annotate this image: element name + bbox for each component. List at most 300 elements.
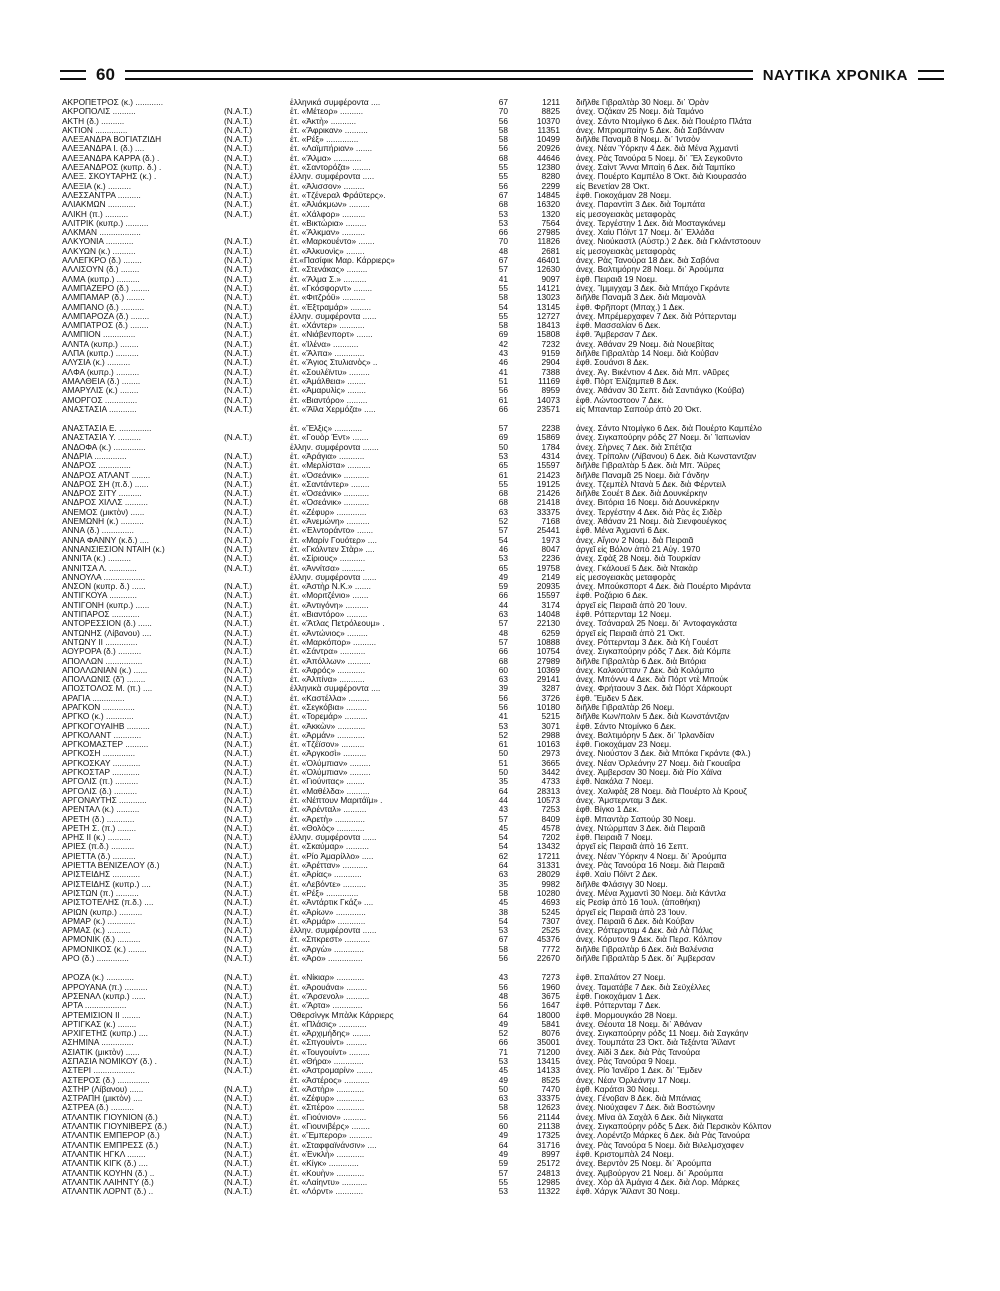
ship-name-cell: ΑΡΓΚΟΣΚΑΥ ............	[62, 758, 141, 768]
tonnage-cell: 3071	[541, 721, 560, 731]
movement-cell: ἀνεχ. Κόρυτον 9 Δεκ. διὰ Περσ. Κόλπον	[576, 935, 722, 945]
build-year-cell: 56	[498, 386, 508, 396]
build-year-cell: 50	[498, 1084, 508, 1094]
tonnage-cell: 29141	[536, 675, 560, 685]
tonnage-cell: 14121	[536, 283, 560, 293]
owner-charterer-cell: ἐτ. «Νέπτουν Μαριτάϊμ» .	[290, 795, 383, 805]
table-row	[62, 433, 942, 442]
build-year-cell: 59	[498, 1159, 508, 1169]
owner-charterer-cell: ἐτ. «Ἐνκλὴ» ............	[290, 1149, 365, 1159]
movement-cell: ἐφθ. Νακάλα 7 Νοεμ.	[576, 777, 654, 787]
registry-cell: (Ν.Α.Τ.)	[224, 1103, 253, 1113]
table-row	[62, 842, 942, 851]
tonnage-cell: 3675	[541, 991, 560, 1001]
build-year-cell: 69	[498, 433, 508, 443]
ship-name-cell: ΑΡΓΚΟΣΤΑΡ ............	[62, 768, 140, 778]
registry-cell: (Ν.Α.Τ.)	[224, 619, 253, 629]
movement-cell: ἀνεχ. Νέαν Ὀρλεάνην 27 Νοεμ. διὰ Γκουαΐρα	[576, 758, 741, 768]
header-rule-left	[60, 70, 86, 80]
movement-cell: εἰς μεσογειακὰς μεταφορὰς	[576, 572, 676, 582]
movement-cell: διῆλθε Γιβραλτὰρ 5 Δεκ. διὰ Μπ. Ἄϋρες	[576, 461, 721, 471]
owner-charterer-cell: ἐτ. «Ἄλμα Σ.» ..........	[290, 274, 367, 284]
ship-name-cell: ΑΤΛΑΝΤΙΚ ΓΙΟΥΝΙΟΝ (δ.)	[62, 1112, 158, 1122]
tonnage-cell: 7307	[541, 916, 560, 926]
build-year-cell: 52	[498, 1029, 508, 1039]
owner-charterer-cell: ἐτ. «Ἀμαρυλὶς» ........	[290, 386, 366, 396]
movement-cell: ἀνεχ. Νιούστον 3 Δεκ. διὰ Μπόκα Γκράντε (Φλ.)	[576, 749, 751, 759]
ship-name-cell: ΑΜΑΡΥΛΙΣ (κ.) ........	[62, 386, 139, 396]
ship-name-cell: ΑΡΙΣΤΟΤΕΛΗΣ (π.δ.) ....	[62, 898, 154, 908]
registry-cell: (Ν.Α.Τ.)	[224, 656, 253, 666]
owner-charterer-cell: ἐτ. «Ἀρέτταν» ...........	[290, 861, 368, 871]
owner-charterer-cell: ἐτ. «Ἀνεμώνη» ..........	[290, 517, 370, 527]
tonnage-cell: 20935	[536, 582, 560, 592]
table-row	[62, 1094, 942, 1103]
registry-cell: (Ν.Α.Τ.)	[224, 1177, 253, 1187]
tonnage-cell: 21144	[537, 1112, 560, 1122]
build-year-cell: 64	[498, 1010, 508, 1020]
registry-cell: (Ν.Α.Τ.)	[224, 944, 253, 954]
ship-register-table	[62, 98, 942, 1206]
tonnage-cell: 2149	[541, 572, 560, 582]
owner-charterer-cell: ἐτ. «Σουλέϊντυ» .........	[290, 367, 370, 377]
build-year-cell: 58	[498, 944, 508, 954]
build-year-cell: 66	[498, 228, 508, 238]
ship-name-cell: ΑΡΤΑ ..................	[62, 1001, 127, 1011]
table-row	[62, 591, 942, 600]
ship-name-cell: ΑΝΑΣΤΑΣΙΑ Ε. ..............	[62, 424, 152, 434]
movement-cell: ἐφθ. Φρῆπορτ (Μπαχ.) 1 Δεκ.	[576, 302, 685, 312]
registry-cell: (Ν.Α.Τ.)	[224, 395, 253, 405]
movement-cell: ἐφθ. Καράτσι 30 Νοεμ.	[576, 1084, 660, 1094]
registry-cell: (Ν.Α.Τ.)	[224, 1056, 253, 1066]
ship-name-cell: ΑΝΝΑΝΣΙΕΣΙΟΝ ΝΤΑΙΗ (κ.)	[62, 544, 165, 554]
owner-charterer-cell: ἐτ. «Λόρντ» ............	[290, 1187, 364, 1197]
table-row	[62, 1187, 942, 1196]
owner-charterer-cell: ἐτ. «Νιάβενπορτ» .......	[290, 330, 373, 340]
table-row	[62, 619, 942, 628]
ship-name-cell: ΑΝΔΡΟΣ ..............	[62, 461, 131, 471]
table-row	[62, 740, 942, 749]
tonnage-cell: 71200	[536, 1047, 560, 1057]
registry-cell: (Ν.Α.Τ.)	[224, 376, 253, 386]
registry-cell: (Ν.Α.Τ.)	[224, 265, 253, 275]
registry-cell: (Ν.Α.Τ.)	[224, 861, 253, 871]
table-row	[62, 582, 942, 591]
table-row	[62, 749, 942, 758]
tonnage-cell: 1960	[541, 982, 560, 992]
registry-cell: (Ν.Α.Τ.)	[224, 1094, 253, 1104]
tonnage-cell: 7772	[541, 944, 560, 954]
table-row	[62, 983, 942, 992]
tonnage-cell: 31716	[536, 1140, 560, 1150]
ship-name-cell: ΑΡΓΟΛΙΣ (π.) ..........	[62, 777, 139, 787]
ship-name-cell: ΑΜΟΡΓΟΣ ..............	[62, 395, 138, 405]
movement-cell: ἀνεχ. Χαὶυ Πόϊντ 17 Νοεμ. δι᾽ Ἑλλάδα	[576, 228, 715, 238]
registry-cell: (Ν.Α.Τ.)	[224, 823, 253, 833]
tonnage-cell: 2236	[541, 554, 560, 564]
build-year-cell: 51	[498, 758, 508, 768]
tonnage-cell: 2988	[541, 730, 560, 740]
build-year-cell: 56	[498, 1112, 508, 1122]
movement-cell: ἀνεχ. Σφὰξ 28 Νοεμ. διὰ Τουρκίαν	[576, 554, 701, 564]
build-year-cell: 54	[498, 842, 508, 852]
tonnage-cell: 3665	[541, 758, 560, 768]
tonnage-cell: 11169	[538, 376, 560, 386]
movement-cell: διῆλθε Φλάσιγγ 30 Νοεμ.	[576, 879, 668, 889]
movement-cell: ἀνεχ. Πουέρτο Καμπέλο 8 Ὀκτ. διὰ Κιουρασάο	[576, 172, 747, 182]
movement-cell: ἐφθ. Πειραιᾶ 19 Νοεμ.	[576, 274, 658, 284]
registry-cell: (Ν.Α.Τ.)	[224, 1112, 253, 1122]
tonnage-cell: 2299	[541, 181, 560, 191]
owner-charterer-cell: ἐτ. «Ὀσεάνικ» ...........	[290, 489, 370, 499]
owner-charterer-cell: ἐτ. «Τζέϊσον» ..........	[290, 740, 365, 750]
ship-name-cell: ΑΡΕΤΗ (δ.) ............	[62, 814, 135, 824]
registry-cell: (Ν.Α.Τ.)	[224, 544, 253, 554]
owner-charterer-cell: ἐτ. «Ἀπόλλων» ..........	[290, 656, 371, 666]
movement-cell: ἀνεχ. Βιτόρια 16 Νοεμ. διὰ Δουνκέρκην	[576, 498, 720, 508]
ship-name-cell: ΑΣΠΑΣΙΑ ΝΟΜΙΚΟΥ (δ.) .	[62, 1056, 157, 1066]
build-year-cell: 57	[498, 619, 508, 629]
ship-name-cell: ΑΛΚΥΟΝΙΑ ............	[62, 237, 134, 247]
table-row	[62, 1038, 942, 1047]
movement-cell: ἀργεῖ εἰς Βόλον ἀπὸ 21 Αὐγ. 1970	[576, 544, 701, 554]
registry-cell: (Ν.Α.Τ.)	[224, 870, 253, 880]
table-row	[62, 265, 942, 274]
table-row	[62, 880, 942, 889]
owner-charterer-cell: ἐτ. «Τζένεραλ Φράϋτερς».	[290, 190, 386, 200]
owner-charterer-cell: ἐτ. «Ἀρμάρ» ............	[290, 916, 366, 926]
build-year-cell: 54	[498, 916, 508, 926]
tonnage-cell: 25441	[536, 526, 560, 536]
ship-name-cell: ΑΛΕΞΑΝΔΡΑ ΚΑΡΡΑ (δ.) .	[62, 153, 160, 163]
ship-name-cell: ΑΣΤΗΡ (Λίβανου) ......	[62, 1084, 144, 1094]
build-year-cell: 50	[498, 442, 508, 452]
movement-cell: ἐφθ. Κριστομπὰλ 24 Νοεμ.	[576, 1149, 674, 1159]
owner-charterer-cell: ἐτ. «Ὀσεάνικ» ...........	[290, 498, 370, 508]
ship-name-cell: ΑΡΟΖΑ (κ.) ............	[62, 973, 134, 983]
table-row	[62, 1020, 942, 1029]
build-year-cell: 64	[498, 786, 508, 796]
tonnage-cell: 22130	[536, 619, 560, 629]
owner-charterer-cell: ἐτ. «Ἀλισσον» .........	[290, 181, 365, 191]
movement-cell: ἀνεχ. Ἁγ. Βικέντιον 4 Δεκ. διὰ Μπ. νΑῦρες	[576, 367, 730, 377]
build-year-cell: 66	[498, 404, 508, 414]
ship-name-cell: ΑΛΛΕΓΚΡΟ (δ.) ........	[62, 256, 142, 266]
registry-cell: (Ν.Α.Τ.)	[224, 283, 253, 293]
owner-charterer-cell: ἐτ. «Νίκιαρ» ............	[290, 973, 365, 983]
ship-name-cell: ΑΛΥΣΙΑ (κ.) ..........	[62, 358, 131, 368]
movement-cell: ἀνεχ. Σιγκαπούρην ρόδς 11 Νοεμ. διὰ Σαγκάην	[576, 1029, 749, 1039]
build-year-cell: 57	[498, 526, 508, 536]
registry-cell: (Ν.Α.Τ.)	[224, 144, 253, 154]
movement-cell: ἀνεχ. Ρὰς Τανούρα 5 Νοεμ. διὰ Βιλελμσχαφεν	[576, 1140, 744, 1150]
movement-cell: ἐφθ. Σπαλάτον 27 Νοεμ.	[576, 973, 666, 983]
owner-charterer-cell: ἐτ. «Κουὴν» ............	[290, 1168, 365, 1178]
ship-name-cell: ΑΡΕΤΗ Σ. (π.) ........	[62, 823, 137, 833]
build-year-cell: 63	[498, 610, 508, 620]
table-row	[62, 629, 942, 638]
owner-charterer-cell: ἐτ. «Ἀρίων» .............	[290, 907, 366, 917]
owner-charterer-cell: ἐτ. «Ἄρτα» .............	[290, 1001, 363, 1011]
tonnage-cell: 12380	[536, 163, 560, 173]
tonnage-cell: 17211	[537, 851, 560, 861]
registry-cell: (Ν.Α.Τ.)	[224, 1001, 253, 1011]
table-row	[62, 256, 942, 265]
tonnage-cell: 21138	[537, 1122, 560, 1132]
registry-cell: (Ν.Α.Τ.)	[224, 628, 253, 638]
owner-charterer-cell: ἐτ. «Ἄρσενολ» ..........	[290, 991, 370, 1001]
table-row	[62, 1150, 942, 1159]
table-row	[62, 647, 942, 656]
movement-cell: ἀνεχ. Λορέντζο Μάρκες 6 Δεκ. διὰ Ρὰς Τανούρα	[576, 1131, 750, 1141]
tonnage-cell: 1320	[541, 209, 560, 219]
owner-charterer-cell: ἐτ. «Ἀκκὼν» ............	[290, 721, 366, 731]
ship-name-cell: ΑΝΔΡΟΣ ΧΙΛΛΣ ..........	[62, 498, 148, 508]
movement-cell: διῆλθε Παναμᾶ 25 Νοεμ. διὰ Γάνδην	[576, 470, 710, 480]
table-row	[62, 1103, 942, 1112]
table-row	[62, 396, 942, 405]
registry-cell: (Ν.Α.Τ.)	[224, 693, 253, 703]
movement-cell: ἀνεχ. Φρήταουν 3 Δεκ. διὰ Πόρτ Χάρκουρτ	[576, 684, 733, 694]
owner-charterer-cell: ἐτ. «Ἄφρικαν» ..........	[290, 125, 368, 135]
table-row	[62, 321, 942, 330]
table-row	[62, 219, 942, 228]
tonnage-cell: 9097	[541, 274, 560, 284]
movement-cell: ἀνεχ. Τεργέστην 4 Δεκ. διὰ Ρὰς ἐς Σιδὲρ	[576, 507, 723, 517]
owner-charterer-cell: ἐτ. «Σίριους» ...........	[290, 554, 366, 564]
registry-cell: (Ν.Α.Τ.)	[224, 339, 253, 349]
registry-cell: (Ν.Α.Τ.)	[224, 479, 253, 489]
movement-cell: ἀνεχ. Ρὰς Τανούρα 18 Δεκ. διὰ Σαβόνα	[576, 256, 720, 266]
registry-cell: (Ν.Α.Τ.)	[224, 489, 253, 499]
build-year-cell: 45	[498, 898, 508, 908]
owner-charterer-cell: ἐτ. «Ἀρετὴ» .............	[290, 814, 365, 824]
movement-cell: ἀνεχ. Τεργέστην 1 Δεκ. διὰ Μοσταγκάνεμ	[576, 218, 726, 228]
tonnage-cell: 1973	[541, 535, 560, 545]
tonnage-cell: 9982	[541, 879, 560, 889]
build-year-cell: 53	[498, 209, 508, 219]
ship-name-cell: ΑΤΛΑΝΤΙΚ ΗΓΚΛ ........	[62, 1149, 146, 1159]
tonnage-cell: 11351	[537, 125, 560, 135]
movement-cell: ἀνεχ. Μπόννυ 4 Δεκ. διὰ Πόρτ ντὲ Μπούκ	[576, 675, 729, 685]
ship-name-cell: ΑΡΙΕΤΤΑ ΒΕΝΙΖΕΛΟΥ (δ.)	[62, 861, 160, 871]
movement-cell: ἐφθ. Γιοκοχάμαν 28 Νοεμ.	[576, 190, 672, 200]
tonnage-cell: 15808	[536, 330, 560, 340]
table-row	[62, 303, 942, 312]
table-row	[62, 852, 942, 861]
movement-cell: ἐφθ. Ρόττερνταμ 12 Νοεμ.	[576, 610, 672, 620]
tonnage-cell: 7564	[541, 218, 560, 228]
registry-cell: (Ν.Α.Τ.)	[224, 1159, 253, 1169]
owner-charterer-cell: ἐτ. «Σπκρεστ» ...........	[290, 935, 370, 945]
ship-name-cell: ΑΝΔΡΟΣ ΣΙΤΥ ..........	[62, 489, 142, 499]
movement-cell: ἀνεχ. Μπρέμερχαφεν 7 Δεκ. διὰ Ρόττερνταμ	[576, 311, 737, 321]
owner-charterer-cell: ἐτ. «Καστέλλα» .........	[290, 693, 370, 703]
ship-name-cell: ΑΛΙΤΡΙΚ (κυπρ.) ..........	[62, 218, 149, 228]
build-year-cell: 58	[498, 125, 508, 135]
register-section	[62, 98, 942, 414]
tonnage-cell: 3287	[541, 684, 560, 694]
movement-cell: ἀνεχ. Σάντο Ντομίγκο 6 Δεκ. διὰ Πουέρτο Καμπέλο	[576, 424, 762, 434]
table-row	[62, 861, 942, 870]
movement-cell: ἀνεχ. Ρόττερνταμ 4 Δεκ. διὰ Λὰ Πάλις	[576, 926, 713, 936]
tonnage-cell: 5245	[541, 907, 560, 917]
movement-cell: ἐφθ. Μένα Ἀχμαντὶ 6 Δεκ.	[576, 526, 670, 536]
registry-cell	[224, 228, 290, 237]
owner-charterer-cell: ἐτ. «Σπέρο» ............	[290, 1103, 365, 1113]
registry-cell: (Ν.Α.Τ.)	[224, 991, 253, 1001]
registry-cell: (Ν.Α.Τ.)	[224, 740, 253, 750]
movement-cell: ἀνεχ. Ἀϊδὶ 3 Δεκ. διὰ Ρὰς Τανούρα	[576, 1047, 701, 1057]
movement-cell: ἀνεχ. Βαλτιμόρην 28 Νοεμ. δι᾽ Ἀρούμπα	[576, 265, 724, 275]
registry-cell: (Ν.Α.Τ.)	[224, 153, 253, 163]
build-year-cell: 58	[498, 888, 508, 898]
tonnage-cell: 44646	[536, 153, 560, 163]
ship-name-cell: ΑΡΑΓΚΟΝ ..............	[62, 703, 135, 712]
tonnage-cell: 7253	[541, 805, 560, 815]
owner-charterer-cell: ἐτ. «Θήρα» .............	[290, 1056, 364, 1066]
ship-name-cell: ΑΝΔΡΙΑ ..............	[62, 451, 127, 461]
table-row	[62, 172, 942, 181]
owner-charterer-cell: ἐτ. «Ἀλκυονὶς» ........	[290, 246, 365, 256]
movement-cell: ἀνεχ. Ὀζάκαν 25 Νοεμ. διὰ Ταμάνο	[576, 107, 704, 117]
tonnage-cell: 28313	[536, 786, 560, 796]
owner-charterer-cell: ἐτ. «Μοριτζένιο» .......	[290, 591, 369, 601]
table-row	[62, 805, 942, 814]
owner-charterer-cell: ἐτ. «Στενάκας» .........	[290, 265, 368, 275]
registry-cell: (Ν.Α.Τ.)	[224, 703, 253, 712]
table-row	[62, 182, 942, 191]
owner-charterer-cell: ἐτ. «Ἐξτραμάρ» .........	[290, 302, 372, 312]
registry-cell: (Ν.Α.Τ.)	[224, 181, 253, 191]
owner-charterer-cell: ἐτ. «Ἀρουάνα» .........	[290, 982, 368, 992]
table-row	[62, 1011, 942, 1020]
table-row	[62, 498, 942, 507]
ship-name-cell: ΑΣΤΕΡΙ ..................	[62, 1066, 135, 1076]
table-row	[62, 926, 942, 935]
registry-cell: (Ν.Α.Τ.)	[224, 330, 253, 340]
ship-name-cell: ΑΝΑΣΤΑΣΙΑ Υ. ..........	[62, 433, 141, 443]
ship-name-cell: ΑΛΜΠΑΜΑΡ (δ.) ........	[62, 293, 145, 303]
tonnage-cell: 13023	[536, 293, 560, 303]
ship-name-cell: ΑΡΙΣΤΕΙΔΗΣ ............	[62, 870, 141, 880]
owner-charterer-cell: ἐτ. «Φιτζρόϋ» ..........	[290, 293, 366, 303]
registry-cell: (Ν.Α.Τ.)	[224, 982, 253, 992]
owner-charterer-cell: ἐτ. «Ἀρίας» ............	[290, 870, 362, 880]
tonnage-cell: 8997	[541, 1149, 560, 1159]
registry-cell: (Ν.Α.Τ.)	[224, 107, 253, 117]
registry-cell: (Ν.Α.Τ.)	[224, 200, 253, 210]
build-year-cell: 49	[498, 572, 508, 582]
register-section	[62, 424, 942, 963]
movement-cell: ἀνεχ. Σὴρνες 7 Δεκ. διὰ Σπέτζια	[576, 442, 692, 452]
movement-cell: ἀνεχ. Νέαν Ὀρλεάνην 17 Νοεμ.	[576, 1075, 691, 1085]
ship-name-cell: ΑΚΤΙΟΝ ..............	[62, 125, 128, 135]
build-year-cell: 58	[498, 1103, 508, 1113]
table-row	[62, 508, 942, 517]
registry-cell: (Ν.Α.Τ.)	[224, 888, 253, 898]
ship-name-cell: ΑΜΑΛΘΕΙΑ (δ.) ........	[62, 376, 141, 386]
registry-cell: (Ν.Α.Τ.)	[224, 1149, 253, 1159]
table-row	[62, 368, 942, 377]
ship-name-cell: ΑΡΗΣ ΙΙ (κ.) ..........	[62, 833, 131, 843]
tonnage-cell: 45376	[536, 935, 560, 945]
owner-charterer-cell: ἐτ. «Ἀστὴρ Ν.Κ.» .......	[290, 582, 371, 592]
ship-name-cell: ΑΛΠΑ (κυπρ.) ..........	[62, 349, 139, 359]
build-year-cell: 57	[498, 1168, 508, 1178]
registry-cell	[224, 98, 290, 107]
registry-cell: (Ν.Α.Τ.)	[224, 386, 253, 396]
tonnage-cell: 7202	[541, 833, 560, 843]
movement-cell: ἐφθ. Σάντο Ντομίνκο 6 Δεκ.	[576, 721, 677, 731]
movement-cell: ἀνεχ. Τουμπάτα 23 Ὀκτ. διὰ Τεξάντα Ἄϊλαντ	[576, 1038, 736, 1048]
ship-name-cell: ΑΛΕΞ. ΣΚΟΥΤΑΡΗΣ (κ.) .	[62, 172, 157, 182]
registry-cell: (Ν.Α.Τ.)	[224, 805, 253, 815]
build-year-cell: 55	[498, 163, 508, 173]
registry-cell: (Ν.Α.Τ.)	[224, 256, 253, 266]
tonnage-cell: 2904	[541, 358, 560, 368]
movement-cell: ἀνεχ. Θέουτα 18 Νοεμ. δι᾽ Ἀθάναν	[576, 1019, 702, 1029]
owner-charterer-cell: ἐτ. «Γιουνιβέρς» ........	[290, 1122, 370, 1132]
movement-cell: εἰς Μπανταρ Σαπούρ ἀπὸ 20 Ὀκτ.	[576, 404, 702, 414]
tonnage-cell: 8280	[541, 172, 560, 182]
registry-cell: (Ν.Α.Τ.)	[224, 786, 253, 796]
table-row	[62, 973, 942, 982]
ship-name-cell: ΑΝΤΩΝΥ ΙΙ ..............	[62, 637, 138, 647]
registry-cell: (Ν.Α.Τ.)	[224, 1038, 253, 1048]
tonnage-cell: 13432	[536, 842, 560, 852]
table-row	[62, 731, 942, 740]
movement-cell: ἀνεχ. Μίνα ἀλ Σαχὰλ 6 Δεκ. διὰ Νίιγκατα	[576, 1112, 724, 1122]
ship-name-cell: ΑΡΙΕΣ (π.δ.) ..........	[62, 842, 135, 852]
ship-name-cell: ΑΝΤΩΝΗΣ (Λίβανου) ....	[62, 628, 152, 638]
movement-cell: ἀνεχ. Ἀθάναν 30 Σεπτ. διὰ Σαντιάγκο (Κούβα)	[576, 386, 745, 396]
owner-charterer-cell: ἐτ. «Ζέφυρ» ............	[290, 1094, 365, 1104]
registry-cell: (Ν.Α.Τ.)	[224, 675, 253, 685]
ship-name-cell: ΑΛΕΣΣΑΝΤΡΑ ..........	[62, 190, 141, 200]
owner-charterer-cell: ἐτ. «Ἐλντοράντο» .......	[290, 526, 374, 536]
build-year-cell: 56	[498, 144, 508, 154]
table-row	[62, 1178, 942, 1187]
owner-charterer-cell: ἑλλην. συμφέροντα ......	[290, 572, 377, 582]
tonnage-cell: 10888	[536, 637, 560, 647]
owner-charterer-cell: ἐτ. «Τουγουίντ» .........	[290, 1047, 370, 1057]
table-row	[62, 796, 942, 805]
tonnage-cell: 7232	[541, 339, 560, 349]
owner-charterer-cell: ἐτ. «Ἀργκοσὶ» ..........	[290, 749, 367, 759]
movement-cell: ἐφθ. Ρόττερνταμ 7 Δεκ.	[576, 1001, 661, 1011]
table-row	[62, 657, 942, 666]
table-row	[62, 489, 942, 498]
table-row	[62, 330, 942, 339]
registry-cell: (Ν.Α.Τ.)	[224, 237, 253, 247]
registry-cell: (Ν.Α.Τ.)	[224, 311, 253, 321]
table-row	[62, 154, 942, 163]
page-number: 60	[96, 65, 115, 84]
ship-name-cell: ΑΡΑΓΙΑ ..............	[62, 693, 125, 703]
tonnage-cell: 6259	[541, 628, 560, 638]
build-year-cell: 53	[498, 218, 508, 228]
registry-cell: (Ν.Α.Τ.)	[224, 321, 253, 331]
owner-charterer-cell: ἑλληνικά συμφέροντα ....	[290, 98, 381, 107]
tonnage-cell: 12630	[536, 265, 560, 275]
ship-name-cell: ΑΣΤΕΡΟΣ (δ.) ..............	[62, 1075, 150, 1085]
table-row	[62, 1066, 942, 1075]
movement-cell: ἀνεχ. Ρόττερνταμ 3 Δεκ. διὰ Κὴ Γουέστ	[576, 637, 719, 647]
movement-cell: ἀνεχ. Σιγκαπούρην ρόδς 5 Δεκ. διὰ Περσικὸν Κόλπον	[576, 1122, 772, 1132]
tonnage-cell: 9159	[541, 349, 560, 359]
